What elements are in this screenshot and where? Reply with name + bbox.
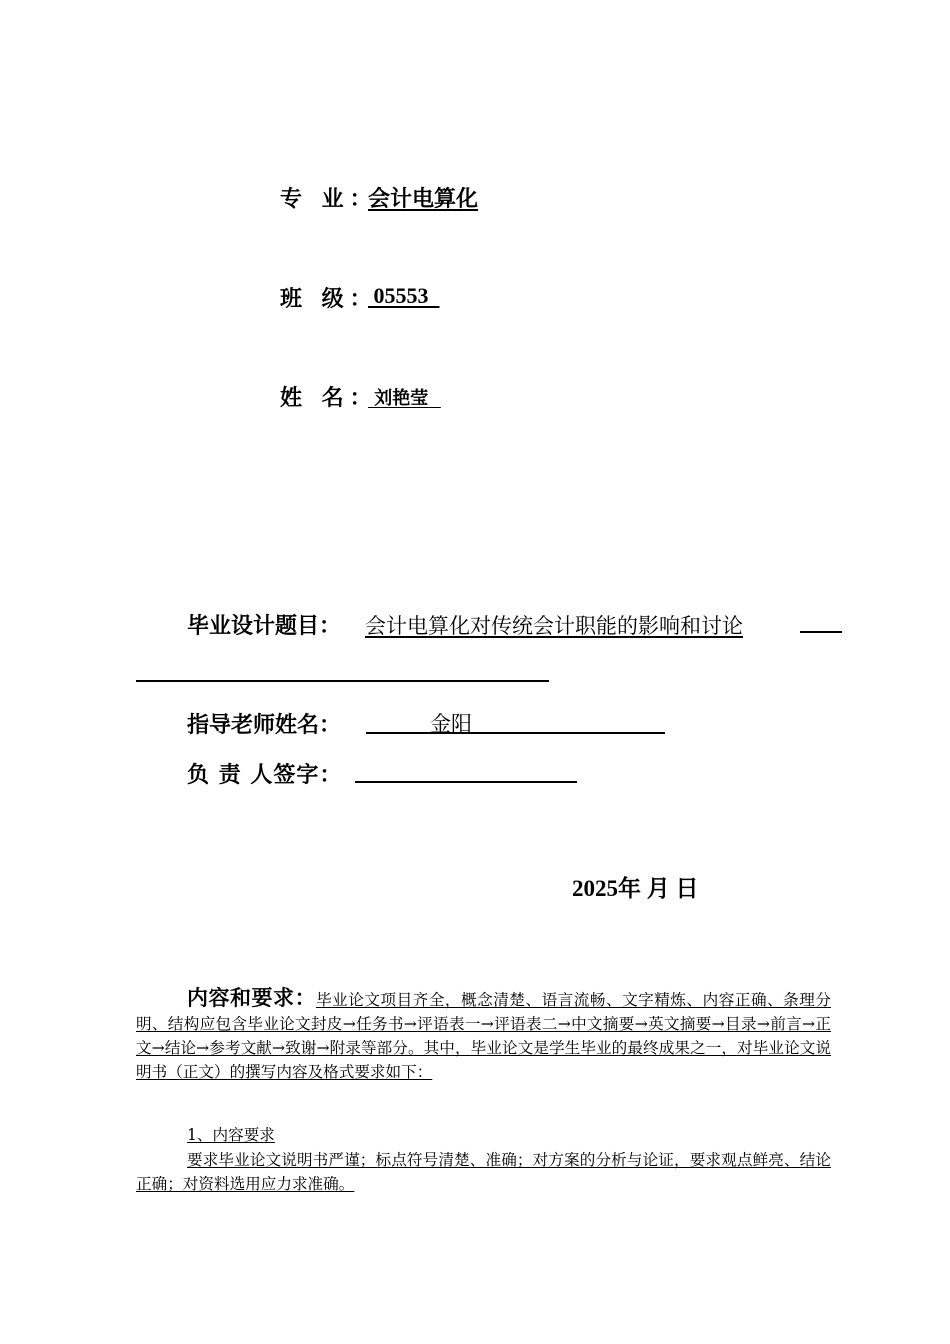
major-label: 专 业： [280, 187, 378, 212]
item1-body-text: 要求毕业论文说明书严谨；标点符号清楚、准确；对方案的分析与论证，要求观点鲜亮、结论正确；对资料选用应力求准确。 [136, 1151, 831, 1193]
class-value: 05553 [368, 283, 440, 308]
title-underline-tail [800, 631, 842, 633]
item1-title-text: 1、内容要求 [187, 1126, 275, 1144]
major-value: 会计电算化 [368, 187, 479, 212]
student-name-value: 刘艳莹 [368, 388, 441, 409]
thesis-title-value: 会计电算化对传统会计职能的影响和讨论 [365, 614, 743, 638]
thesis-title-label: 毕业设计题目： [187, 614, 342, 639]
teacher-name-value: 金阳 [430, 712, 472, 736]
class-label: 班 级： [280, 287, 378, 312]
teacher-name-underline [366, 732, 665, 734]
title-underline-second-line [136, 680, 549, 682]
requirement-item-1-body [136, 1148, 831, 1196]
student-name-label: 姓 名： [280, 386, 378, 411]
teacher-name-label: 指导老师姓名： [187, 713, 342, 738]
requirements-text: 毕业论文项目齐全，概念清楚、语言流畅、文字精炼、内容正确、条理分明、结构应包含毕业论文封皮→任务书→评语表一→评语表二→中文摘要→英文摘要→目录→前言→正文→结论→参考文献→致谢→附录等部分。其中，毕业论文是学生毕业的最终成果之一，对毕业论文说明书（正文）的撰写内容及格式要求如下： [136, 991, 831, 1081]
requirement-item-1-title [136, 1123, 831, 1147]
requirements-heading: 内容和要求： [187, 986, 317, 1010]
date-line: 2025年 月 日 [572, 876, 699, 901]
signature-line [355, 781, 577, 783]
requirements-paragraph [136, 986, 831, 1084]
signer-label: 负 责 人签字： [187, 763, 343, 788]
